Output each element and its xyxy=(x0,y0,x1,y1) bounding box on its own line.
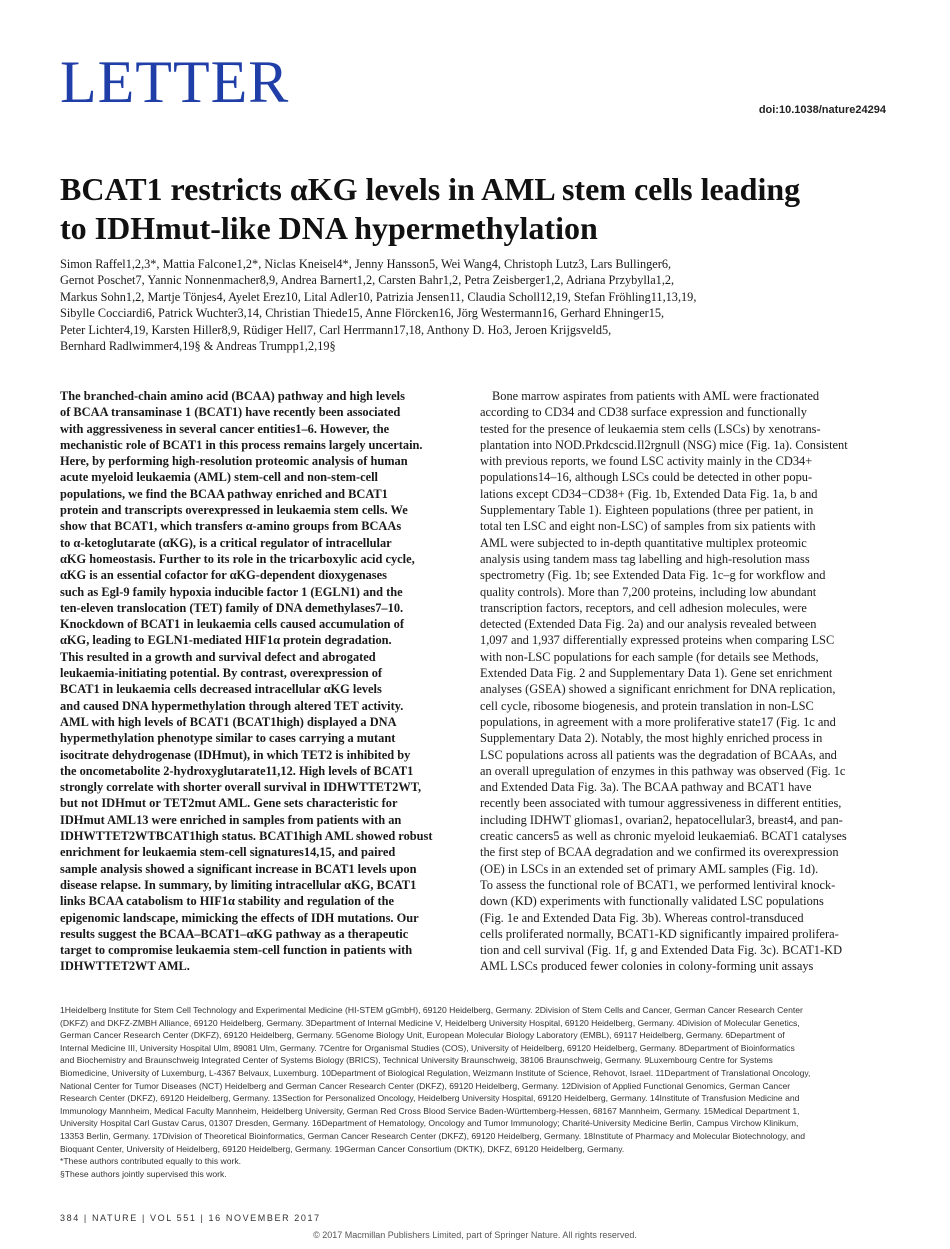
body-line: and Extended Data Fig. 3a). The BCAA pathway and BCAT1 have xyxy=(480,780,812,795)
abstract-line: leukaemia-initiating potential. By contrast, overexpression of xyxy=(60,666,383,681)
copyright-notice: © 2017 Macmillan Publishers Limited, part of Springer Nature. All rights reserved. xyxy=(313,1230,637,1240)
abstract xyxy=(60,388,462,975)
footnote-line: §These authors jointly supervised this work. xyxy=(60,1168,227,1179)
body-line: plantation into NOD.Prkdcscid.Il2rgnull (NSG) mice (Fig. 1a). Consistent xyxy=(480,437,848,452)
body-text xyxy=(480,388,882,975)
abstract-line: results suggest the BCAA–BCAT1–αKG pathway as a therapeutic xyxy=(60,926,409,941)
abstract-line: The branched-chain amino acid (BCAA) pathway and high levels xyxy=(60,389,405,403)
body-line: analyses (GSEA) showed a significant enrichment for DNA replication, xyxy=(480,682,836,697)
abstract-line: αKG, leading to EGLN1-mediated HIF1α protein degradation. xyxy=(60,633,392,648)
abstract-line: Here, by performing high-resolution proteomic analysis of human xyxy=(60,454,408,469)
footnote-line: (DKFZ) and DKFZ-ZMBH Alliance, 69120 Heidelberg, Germany. 3Department of Internal Medicine V, Heidelberg University Hospital, 69120 Heidelberg, Germany. 4Division of Molecular Genetics, xyxy=(60,1017,800,1028)
abstract-line: target to compromise leukaemia stem-cell function in patients with xyxy=(60,943,413,958)
body-line: 1,097 and 1,937 differentially expressed proteins when comparing LSC xyxy=(480,633,835,648)
footnote-line: Immunology Mannheim, Medical Faculty Mannheim, Heidelberg University, German Red Cross Blood Service Baden-Württemberg-Hessen, 68167 Mannheim, Germany. 15Medical Department 1, xyxy=(60,1105,800,1116)
abstract-line: populations, we find the BCAA pathway enriched and BCAT1 xyxy=(60,486,388,501)
footnote-line: Internal Medicine III, University Hospital Ulm, 89081 Ulm, Germany. 7Centre for Organismal Studies (COS), University of Heidelberg, 69120 Heidelberg, Germany. 8Department of Bioinformatics xyxy=(60,1042,795,1053)
body-line: Bone marrow aspirates from patients with AML were fractionated xyxy=(492,389,820,403)
article-title xyxy=(60,170,900,248)
author-line: Sibylle Cocciardi6, Patrick Wuchter3,14, Christian Thiede15, Anne Flörcken16, Jörg Westermann16, Gerhard Ehninger15, xyxy=(60,306,665,321)
footnote-line: National Center for Tumor Diseases (NCT) Heidelberg and German Cancer Research Center (DKFZ), 69120 Heidelberg, Germany. 12Division of Applied Functional Genomics, German Cancer xyxy=(60,1080,791,1091)
doi-link[interactable]: doi:10.1038/nature24294 xyxy=(758,104,886,116)
body-line: according to CD34 and CD38 surface expression and functionally xyxy=(480,405,807,420)
body-line: with non-LSC populations for each sample (for details see Methods, xyxy=(480,649,819,664)
body-line: creatic cancers5 as well as chronic myeloid leukaemia6. BCAT1 catalyses xyxy=(480,829,847,844)
footnote-line: Biomedicine, University of Luxemburg, L-4367 Belvaux, Luxemburg. 10Department of Biological Regulation, Weizmann Institute of Science, Rehovot, Israel. 11Department of Translational Oncology, xyxy=(60,1067,811,1078)
author-line: Bernhard Radlwimmer4,19§ & Andreas Trumpp1,2,19§ xyxy=(60,339,336,354)
abstract-line: the oncometabolite 2-hydroxyglutarate11,12. High levels of BCAT1 xyxy=(60,763,414,778)
body-line: AML were subjected to in-depth quantitative multiplex proteomic xyxy=(480,535,807,550)
body-line: Supplementary Table 1). Eighteen populations (three per patient, in xyxy=(480,503,814,518)
abstract-line: IDHWTTET2WT AML. xyxy=(60,959,190,974)
title-line: to IDHmut-like DNA hypermethylation xyxy=(60,210,598,246)
body-line: down (KD) experiments with functionally validated LSC populations xyxy=(480,894,824,909)
author-line: Markus Sohn1,2, Martje Tönjes4, Ayelet Erez10, Lital Adler10, Patrizia Jensen11, Claudia Scholl12,19, Stefan Fröhling11,13,19, xyxy=(60,289,697,304)
body-line: with previous reports, we found LSC activity mainly in the CD34+ xyxy=(480,454,813,469)
footnote-line: and Biochemistry and Braunschweig Integrated Center of Systems Biology (BRICS), Technical University Braunschweig, 38106 Braunschweig, Germany. 9Luxembourg Centre for Systems xyxy=(60,1055,773,1066)
body-line: analysis using tandem mass tag labelling and high-resolution mass xyxy=(480,551,810,566)
abstract-line: links BCAA catabolism to HIF1α stability and regulation of the xyxy=(60,894,395,909)
abstract-line: IDHWTTET2WTBCAT1high status. BCAT1high AML showed robust xyxy=(60,829,433,844)
author-line: Simon Raffel1,2,3*, Mattia Falcone1,2*, Niclas Kneisel4*, Jenny Hansson5, Wei Wang4, Christoph Lutz3, Lars Bullinger6, xyxy=(60,257,672,271)
abstract-line: This resulted in a growth and survival defect and abrogated xyxy=(60,649,376,664)
abstract-line: sample analysis showed a significant increase in BCAT1 levels upon xyxy=(60,861,417,876)
title-line: BCAT1 restricts αKG levels in AML stem cells leading xyxy=(60,171,801,207)
body-line: AML LSCs produced fewer colonies in colony-forming unit assays xyxy=(480,959,814,974)
abstract-line: and caused DNA hypermethylation through altered TET activity. xyxy=(60,698,404,713)
body-line: (OE) in LSCs in an extended set of primary AML samples (Fig. 1d). xyxy=(480,861,819,876)
body-line: including IDHWT gliomas1, ovarian2, hepatocellular3, breast4, and pan- xyxy=(480,812,843,827)
abstract-line: to α-ketoglutarate (αKG), is a critical regulator of intracellular xyxy=(60,535,392,550)
affiliations xyxy=(60,1004,890,1180)
section-label: LETTER xyxy=(60,49,290,115)
abstract-line: protein and transcripts overexpressed in leukaemia stem cells. We xyxy=(60,503,408,518)
body-line: Extended Data Fig. 2 and Supplementary Data 1). Gene set enrichment xyxy=(480,666,833,681)
abstract-line: but not IDHmut or TET2mut AML. Gene sets characteristic for xyxy=(60,796,398,811)
footnote-line: 13353 Berlin, Germany. 17Division of Theoretical Bioinformatics, German Cancer Research Center (DKFZ), 69120 Heidelberg, Germany. 18Institute of Pharmacy and Molecular Biotechnology, and xyxy=(60,1130,805,1141)
abstract-line: isocitrate dehydrogenase (IDHmut), in which TET2 is inhibited by xyxy=(60,747,411,762)
abstract-line: mechanistic role of BCAT1 in this process remains largely uncertain. xyxy=(60,437,423,452)
author-line: Gernot Poschet7, Yannic Nonnenmacher8,9, Andrea Barnert1,2, Carsten Bahr1,2, Petra Zeisberger1,2, Adriana Przybylla1,2, xyxy=(60,273,675,288)
abstract-line: αKG homeostasis. Further to its role in the tricarboxylic acid cycle, xyxy=(60,551,415,566)
body-line: (Fig. 1e and Extended Data Fig. 3b). Whereas control-transduced xyxy=(480,910,804,925)
body-line: spectrometry (Fig. 1b; see Extended Data Fig. 1c–g for workflow and xyxy=(480,568,826,583)
body-line: tion and cell survival (Fig. 1f, g and Extended Data Fig. 3c). BCAT1-KD xyxy=(480,943,843,958)
abstract-line: enrichment for leukaemia stem-cell signatures14,15, and paired xyxy=(60,845,396,860)
abstract-line: acute myeloid leukaemia (AML) stem-cell and non-stem-cell xyxy=(60,470,378,485)
body-line: LSC populations across all patients was the degradation of BCAAs, and xyxy=(480,747,837,762)
author-line: Peter Lichter4,19, Karsten Hiller8,9, Rüdiger Hell7, Carl Herrmann17,18, Anthony D. Ho3, Jeroen Krijgsveld5, xyxy=(60,322,612,337)
abstract-line: of BCAA transaminase 1 (BCAT1) have recently been associated xyxy=(60,405,401,420)
footnote-line: 1Heidelberg Institute for Stem Cell Technology and Experimental Medicine (HI-STEM gGmbH), 69120 Heidelberg, Germany. 2Division of Stem Cells and Cancer, German Cancer Research Center xyxy=(60,1005,803,1015)
body-line: Supplementary Data 2). Notably, the most highly enriched process in xyxy=(480,731,823,746)
abstract-line: IDHmut AML13 were enriched in samples from patients with an xyxy=(60,812,402,827)
body-line: cells proliferated normally, BCAT1-KD significantly impaired prolifera- xyxy=(480,926,839,941)
abstract-line: epigenomic landscape, mimicking the effects of IDH mutations. Our xyxy=(60,910,419,925)
abstract-line: ten-eleven translocation (TET) family of DNA demethylases7–10. xyxy=(60,600,404,615)
footnote-line: Research Center (DKFZ), 69120 Heidelberg, Germany. 13Section for Personalized Oncology, Heidelberg University Hospital, 69120 Heidelberg, Germany. 14Institute of Transfusion Medicine and xyxy=(60,1093,800,1104)
abstract-line: AML with high levels of BCAT1 (BCAT1high) displayed a DNA xyxy=(60,714,397,729)
abstract-line: strongly correlate with shorter overall survival in IDHWTTET2WT, xyxy=(60,780,422,795)
body-line: cell cycle, ribosome biogenesis, and protein translation in non-LSC xyxy=(480,698,814,713)
body-line: quality controls). More than 7,200 proteins, including low abundant xyxy=(480,584,817,599)
abstract-line: BCAT1 in leukaemia cells decreased intracellular αKG levels xyxy=(60,682,382,697)
abstract-line: hypermethylation phenotype similar to cases carrying a mutant xyxy=(60,731,396,746)
body-line: transcription factors, receptors, and cell adhesion molecules, were xyxy=(480,600,807,615)
abstract-line: Knockdown of BCAT1 in leukaemia cells caused accumulation of xyxy=(60,617,404,632)
abstract-line: αKG is an essential cofactor for αKG-dependent dioxygenases xyxy=(60,568,387,583)
body-line: lations except CD34−CD38+ (Fig. 1b, Extended Data Fig. 1a, b and xyxy=(480,486,818,501)
body-line: recently been associated with tumour aggressiveness in different entities, xyxy=(480,796,842,811)
body-line: the first step of BCAA degradation and we confirmed its overexpression xyxy=(480,845,839,860)
footnote-line: German Cancer Research Center (DKFZ), 69120 Heidelberg, Germany. 5Genome Biology Unit, European Molecular Biology Laboratory (EMBL), 69117 Heidelberg, Germany. 6Department of xyxy=(60,1030,785,1041)
body-line: populations, in agreement with a more proliferative state17 (Fig. 1c and xyxy=(480,714,836,729)
body-line: populations14–16, although LSCs could be detected in other popu- xyxy=(480,470,813,485)
body-line: To assess the functional role of BCAT1, we performed lentiviral knock- xyxy=(480,877,836,892)
page-footer: 384 | NATURE | VOL 551 | 16 NOVEMBER 2017 xyxy=(60,1213,321,1223)
body-line: an overall upregulation of enzymes in this pathway was observed (Fig. 1c xyxy=(480,763,846,778)
abstract-line: show that BCAT1, which transfers α-amino groups from BCAAs xyxy=(60,519,402,534)
author-list xyxy=(60,256,890,354)
footnote-line: University Hospital Carl Gustav Carus, 01307 Dresden, Germany. 16Department of Hematology, Oncology and Tumor Immunology; Charité-University Medicine Berlin, Campus Virchow Klinikum, xyxy=(60,1118,799,1129)
body-line: total ten LSC and eight non-LSC) of samples from six patients with xyxy=(480,519,816,534)
abstract-line: such as Egl-9 family hypoxia inducible factor 1 (EGLN1) and the xyxy=(60,584,403,599)
body-line: tested for the presence of leukaemia stem cells (LSCs) by xenotrans- xyxy=(480,421,821,436)
footnote-line: *These authors contributed equally to this work. xyxy=(60,1156,242,1167)
body-line: detected (Extended Data Fig. 2a) and our analysis revealed between xyxy=(480,617,817,632)
footnote-line: Bioquant Center, University of Heidelberg, 69120 Heidelberg, Germany. 19German Cancer Consortium (DKTK), DKFZ, 69120 Heidelberg, Germany. xyxy=(60,1143,625,1154)
abstract-line: with aggressiveness in several cancer entities1–6. However, the xyxy=(60,421,390,436)
abstract-line: disease relapse. In summary, by limiting intracellular αKG, BCAT1 xyxy=(60,877,417,892)
